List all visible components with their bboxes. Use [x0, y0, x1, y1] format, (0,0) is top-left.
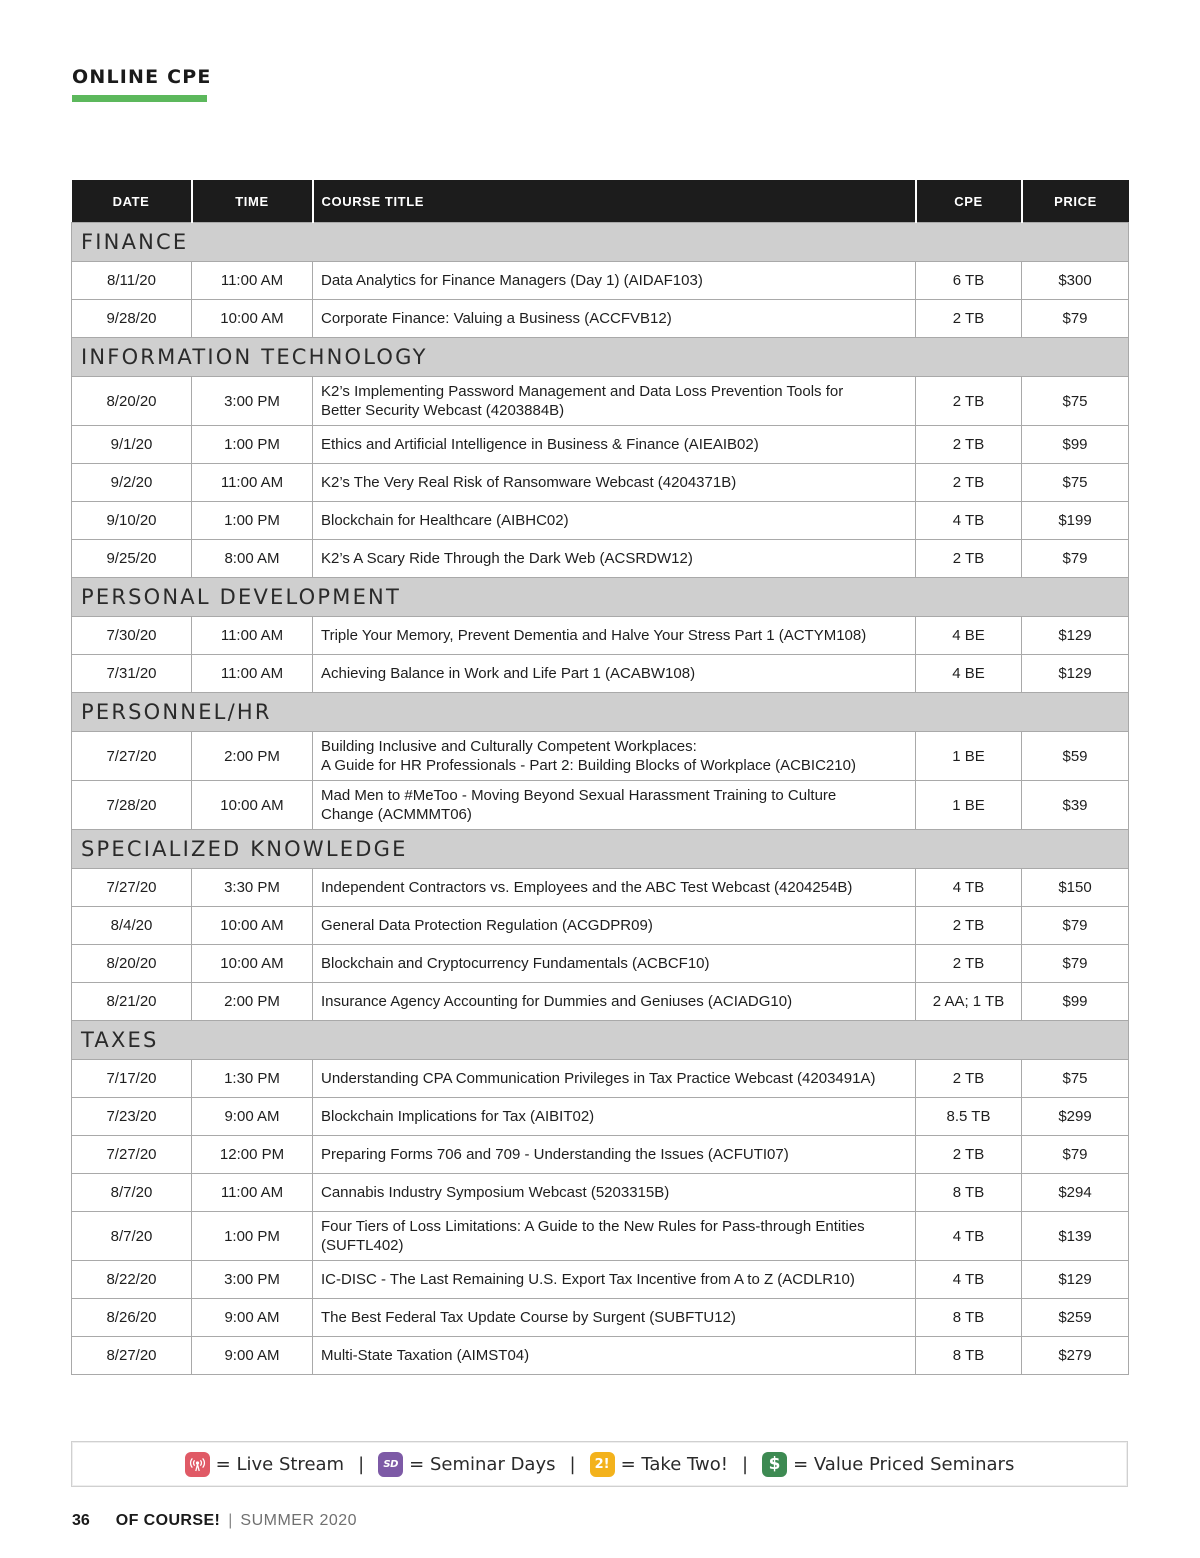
cell-time: 2:00 PM: [192, 983, 313, 1021]
table-row: [72, 945, 1129, 983]
value-priced-icon: $: [762, 1452, 787, 1477]
section-title: FINANCE: [72, 223, 1129, 262]
cell-date: 8/22/20: [72, 1261, 192, 1299]
cell-time: 11:00 AM: [192, 262, 313, 300]
legend-live-stream: [185, 1452, 344, 1477]
cell-time: 3:00 PM: [192, 377, 313, 426]
cell-date: 8/21/20: [72, 983, 192, 1021]
section-title: INFORMATION TECHNOLOGY: [72, 338, 1129, 377]
cell-time: 2:00 PM: [192, 732, 313, 781]
legend-separator: |: [569, 1453, 576, 1475]
cell-date: 9/1/20: [72, 426, 192, 464]
section-header-row: [72, 830, 1129, 869]
column-header-date: DATE: [72, 180, 192, 223]
cell-cpe: 4 TB: [916, 1261, 1022, 1299]
table-row: [72, 464, 1129, 502]
cell-date: 9/10/20: [72, 502, 192, 540]
cell-course-title: Blockchain and Cryptocurrency Fundamentals (ACBCF10): [313, 945, 916, 983]
legend-label-live-stream: = Live Stream: [215, 1453, 345, 1475]
cell-price: $199: [1022, 502, 1129, 540]
cell-price: $79: [1022, 1136, 1129, 1174]
cell-date: 8/20/20: [72, 377, 192, 426]
cell-cpe: 2 TB: [916, 464, 1022, 502]
cell-course-title: General Data Protection Regulation (ACGDPR09): [313, 907, 916, 945]
table-row: [72, 426, 1129, 464]
table-row: [72, 1098, 1129, 1136]
cell-course-title: Cannabis Industry Symposium Webcast (5203315B): [313, 1174, 916, 1212]
cell-price: $39: [1022, 781, 1129, 830]
cell-price: $99: [1022, 426, 1129, 464]
cell-time: 10:00 AM: [192, 907, 313, 945]
cell-course-title: Data Analytics for Finance Managers (Day 1) (AIDAF103): [313, 262, 916, 300]
cell-time: 11:00 AM: [192, 1174, 313, 1212]
cell-cpe: 2 TB: [916, 907, 1022, 945]
cell-price: $259: [1022, 1299, 1129, 1337]
cell-cpe: 4 BE: [916, 617, 1022, 655]
title-underline: [72, 95, 207, 102]
cell-cpe: 2 TB: [916, 377, 1022, 426]
cell-price: $79: [1022, 540, 1129, 578]
cell-date: 7/28/20: [72, 781, 192, 830]
cell-time: 1:30 PM: [192, 1060, 313, 1098]
cell-price: $79: [1022, 945, 1129, 983]
table-row: [72, 1261, 1129, 1299]
section-header-row: [72, 578, 1129, 617]
publication-name: OF COURSE!: [115, 1512, 221, 1529]
page-number: 36: [72, 1512, 90, 1529]
cell-date: 7/27/20: [72, 869, 192, 907]
cell-price: $150: [1022, 869, 1129, 907]
cell-cpe: 8 TB: [916, 1299, 1022, 1337]
cell-cpe: 2 TB: [916, 945, 1022, 983]
issue-name: SUMMER 2020: [240, 1512, 358, 1529]
legend-seminar-days: [378, 1452, 555, 1477]
legend-separator: |: [358, 1453, 365, 1475]
cell-cpe: 2 AA; 1 TB: [916, 983, 1022, 1021]
cell-time: 1:00 PM: [192, 502, 313, 540]
cell-cpe: 4 TB: [916, 869, 1022, 907]
cell-price: $75: [1022, 377, 1129, 426]
cell-time: 12:00 PM: [192, 1136, 313, 1174]
cell-course-title: Mad Men to #MeToo - Moving Beyond Sexual Harassment Training to Culture Change (ACMMMT06): [313, 781, 916, 830]
cell-course-title: Independent Contractors vs. Employees and the ABC Test Webcast (4204254B): [313, 869, 916, 907]
cell-time: 11:00 AM: [192, 617, 313, 655]
cell-cpe: 8 TB: [916, 1174, 1022, 1212]
cell-date: 9/2/20: [72, 464, 192, 502]
cell-cpe: 2 TB: [916, 1060, 1022, 1098]
legend-label-seminar-days: = Seminar Days: [409, 1453, 556, 1475]
table-row: [72, 502, 1129, 540]
cell-time: 9:00 AM: [192, 1098, 313, 1136]
cell-date: 9/28/20: [72, 300, 192, 338]
cell-course-title: IC-DISC - The Last Remaining U.S. Export Tax Incentive from A to Z (ACDLR10): [313, 1261, 916, 1299]
cell-date: 8/7/20: [72, 1212, 192, 1261]
cell-price: $75: [1022, 1060, 1129, 1098]
section-title: PERSONNEL/HR: [72, 693, 1129, 732]
cell-time: 9:00 AM: [192, 1299, 313, 1337]
cell-price: $129: [1022, 1261, 1129, 1299]
cell-price: $79: [1022, 300, 1129, 338]
cell-course-title: Ethics and Artificial Intelligence in Business & Finance (AIEAIB02): [313, 426, 916, 464]
cell-course-title: The Best Federal Tax Update Course by Surgent (SUBFTU12): [313, 1299, 916, 1337]
section-header-row: [72, 223, 1129, 262]
cell-cpe: 4 TB: [916, 1212, 1022, 1261]
course-table: [71, 180, 1129, 1375]
cell-course-title: Understanding CPA Communication Privileges in Tax Practice Webcast (4203491A): [313, 1060, 916, 1098]
cell-date: 7/27/20: [72, 1136, 192, 1174]
cell-course-title: Multi-State Taxation (AIMST04): [313, 1337, 916, 1375]
column-header-cpe: CPE: [916, 180, 1022, 223]
section-header-row: [72, 693, 1129, 732]
cell-price: $279: [1022, 1337, 1129, 1375]
section-header-row: [72, 1021, 1129, 1060]
cell-cpe: 2 TB: [916, 426, 1022, 464]
cell-date: 8/11/20: [72, 262, 192, 300]
cell-price: $294: [1022, 1174, 1129, 1212]
cell-cpe: 8.5 TB: [916, 1098, 1022, 1136]
cell-course-title: Triple Your Memory, Prevent Dementia and Halve Your Stress Part 1 (ACTYM108): [313, 617, 916, 655]
cell-course-title: Corporate Finance: Valuing a Business (ACCFVB12): [313, 300, 916, 338]
table-row: [72, 1136, 1129, 1174]
cell-course-title: Building Inclusive and Culturally Competent Workplaces: A Guide for HR Professionals - Part 2: Building Blocks of Workplace (ACBIC210): [313, 732, 916, 781]
cell-time: 11:00 AM: [192, 655, 313, 693]
legend-label-take-two: = Take Two!: [620, 1453, 728, 1475]
cell-time: 11:00 AM: [192, 464, 313, 502]
cell-cpe: 4 BE: [916, 655, 1022, 693]
table-row: [72, 377, 1129, 426]
cell-time: 1:00 PM: [192, 1212, 313, 1261]
cell-course-title: Blockchain Implications for Tax (AIBIT02): [313, 1098, 916, 1136]
table-row: [72, 869, 1129, 907]
cell-price: $129: [1022, 617, 1129, 655]
cell-course-title: K2’s Implementing Password Management and Data Loss Prevention Tools for Better Security Webcast (4203884B): [313, 377, 916, 426]
cell-date: 7/31/20: [72, 655, 192, 693]
legend-bar: [71, 1441, 1128, 1487]
table-row: [72, 1174, 1129, 1212]
cell-course-title: Insurance Agency Accounting for Dummies and Geniuses (ACIADG10): [313, 983, 916, 1021]
cell-cpe: 6 TB: [916, 262, 1022, 300]
table-row: [72, 907, 1129, 945]
cell-date: 8/4/20: [72, 907, 192, 945]
cell-date: 8/20/20: [72, 945, 192, 983]
cell-cpe: 2 TB: [916, 1136, 1022, 1174]
cell-price: $79: [1022, 907, 1129, 945]
table-row: [72, 1299, 1129, 1337]
legend-separator: |: [741, 1453, 749, 1475]
cell-price: $299: [1022, 1098, 1129, 1136]
cell-course-title: K2’s The Very Real Risk of Ransomware Webcast (4204371B): [313, 464, 916, 502]
cell-time: 8:00 AM: [192, 540, 313, 578]
cell-cpe: 8 TB: [916, 1337, 1022, 1375]
column-header-time: TIME: [192, 180, 313, 223]
cell-price: $75: [1022, 464, 1129, 502]
cell-course-title: Achieving Balance in Work and Life Part 1 (ACABW108): [313, 655, 916, 693]
cell-price: $129: [1022, 655, 1129, 693]
legend-label-value-priced: = Value Priced Seminars: [793, 1453, 1015, 1475]
table-row: [72, 1060, 1129, 1098]
table-row: [72, 540, 1129, 578]
table-row: [72, 655, 1129, 693]
cell-time: 3:00 PM: [192, 1261, 313, 1299]
footer-separator: |: [228, 1512, 233, 1529]
cell-date: 8/26/20: [72, 1299, 192, 1337]
section-title: SPECIALIZED KNOWLEDGE: [72, 830, 1129, 869]
table-header-row: [72, 180, 1129, 223]
page-footer: [72, 1512, 357, 1530]
cell-course-title: Preparing Forms 706 and 709 - Understanding the Issues (ACFUTI07): [313, 1136, 916, 1174]
cell-price: $139: [1022, 1212, 1129, 1261]
cell-cpe: 2 TB: [916, 300, 1022, 338]
cell-price: $99: [1022, 983, 1129, 1021]
table-row: [72, 732, 1129, 781]
cell-cpe: 1 BE: [916, 781, 1022, 830]
seminar-days-icon: SD: [378, 1452, 403, 1477]
cell-time: 10:00 AM: [192, 781, 313, 830]
column-header-course-title: COURSE TITLE: [313, 180, 916, 223]
cell-time: 10:00 AM: [192, 300, 313, 338]
take-two-icon: 2!: [590, 1452, 615, 1477]
cell-course-title: K2’s A Scary Ride Through the Dark Web (ACSRDW12): [313, 540, 916, 578]
live-stream-icon: [185, 1452, 210, 1477]
cell-date: 9/25/20: [72, 540, 192, 578]
table-row: [72, 1337, 1129, 1375]
cell-course-title: Blockchain for Healthcare (AIBHC02): [313, 502, 916, 540]
legend-value-priced: [762, 1452, 1014, 1477]
table-row: [72, 262, 1129, 300]
cell-date: 8/27/20: [72, 1337, 192, 1375]
section-header-row: [72, 338, 1129, 377]
page-title: ONLINE CPE: [72, 66, 212, 88]
table-body: [72, 223, 1129, 1375]
cell-date: 7/23/20: [72, 1098, 192, 1136]
cell-time: 3:30 PM: [192, 869, 313, 907]
legend-take-two: [590, 1452, 728, 1477]
table-row: [72, 617, 1129, 655]
table-row: [72, 1212, 1129, 1261]
cell-time: 1:00 PM: [192, 426, 313, 464]
cell-cpe: 2 TB: [916, 540, 1022, 578]
section-title: PERSONAL DEVELOPMENT: [72, 578, 1129, 617]
cell-cpe: 1 BE: [916, 732, 1022, 781]
cell-price: $59: [1022, 732, 1129, 781]
cell-date: 8/7/20: [72, 1174, 192, 1212]
cell-time: 10:00 AM: [192, 945, 313, 983]
cell-course-title: Four Tiers of Loss Limitations: A Guide to the New Rules for Pass-through Entities (SUFTL402): [313, 1212, 916, 1261]
column-header-price: PRICE: [1022, 180, 1129, 223]
cell-date: 7/30/20: [72, 617, 192, 655]
table-row: [72, 781, 1129, 830]
cell-date: 7/17/20: [72, 1060, 192, 1098]
cell-date: 7/27/20: [72, 732, 192, 781]
section-title: TAXES: [72, 1021, 1129, 1060]
table-row: [72, 300, 1129, 338]
table-row: [72, 983, 1129, 1021]
cell-price: $300: [1022, 262, 1129, 300]
cell-cpe: 4 TB: [916, 502, 1022, 540]
cell-time: 9:00 AM: [192, 1337, 313, 1375]
